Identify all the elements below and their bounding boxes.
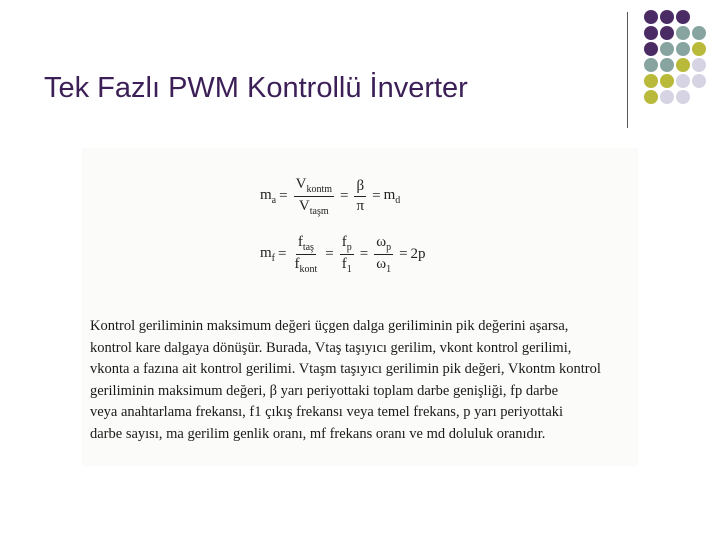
divider-line <box>627 12 628 128</box>
dot-teal <box>644 58 658 72</box>
dot-purple <box>644 10 658 24</box>
dot-olive <box>676 58 690 72</box>
dot-olive <box>660 74 674 88</box>
dot-lavender <box>660 90 674 104</box>
paragraph-line: geriliminin maksimum değeri, β yarı periyottaki toplam darbe genişliği, fp darbe <box>90 382 559 399</box>
dot-teal <box>660 58 674 72</box>
dot-olive <box>692 42 706 56</box>
dot-purple <box>644 26 658 40</box>
dot-purple <box>676 10 690 24</box>
dot-teal <box>692 26 706 40</box>
equation-block <box>260 166 460 286</box>
fraction-f-tas-over-f-kont: $\frac{f_{taş}}{f_{kont}}$ <box>294 233 318 275</box>
paragraph-line: darbe sayısı, ma gerilim genlik oranı, mf frekans oranı ve md doluluk oranıdır. <box>90 425 546 442</box>
dot-teal <box>676 26 690 40</box>
fraction-fp-over-f1: $\frac{f_p}{f_1}$ <box>341 233 352 275</box>
dot-lavender <box>692 58 706 72</box>
equation-frequency-ratio: $m_f$ = $\frac{f_{taş}}{f_{kont}}$ = $\frac{f_p}{f_1}$ = $\frac{\omega_p}{\omega_1}$ = 2p <box>260 233 426 275</box>
dot-olive <box>644 90 658 104</box>
equation-modulation-index: $m_a$ = $\frac{V_{kontm}}{V_{taşm}}$ = $\frac{\beta}{\pi}$ = $m_d$ <box>260 175 401 217</box>
slide-title: Tek Fazlı PWM Kontrollü İnverter <box>44 72 468 104</box>
paragraph-line: Kontrol geriliminin maksimum değeri üçgen dalga geriliminin pik değerini aşarsa, <box>90 318 569 334</box>
fraction-omega-p-over-omega-1: $\frac{\omega_p}{\omega_1}$ <box>376 233 392 275</box>
dot-purple <box>644 42 658 56</box>
scanned-text-image <box>82 148 638 466</box>
dot-lavender <box>692 74 706 88</box>
dot-purple <box>660 26 674 40</box>
paragraph-line: veya anahtarlama frekansı, f1 çıkış frekansı veya temel frekans, p yarı periyottaki <box>90 404 564 420</box>
paragraph-line: vkonta a fazına ait kontrol gerilimi. Vtaşm taşıyıcı gerilimin pik değeri, Vkontm kontrol <box>90 361 601 377</box>
fraction-v-kontm-over-v-tasm: $\frac{V_{kontm}}{V_{taşm}}$ <box>295 175 332 217</box>
fraction-beta-over-pi: $\frac{\beta}{\pi}$ <box>356 178 365 214</box>
dot-teal <box>660 42 674 56</box>
dot-olive <box>644 74 658 88</box>
dot-teal <box>676 42 690 56</box>
paragraph-line: kontrol kare dalgaya dönüşür. Burada, Vtaş taşıyıcı gerilim, vkont kontrol gerilimi, <box>90 339 572 356</box>
decorative-dot-grid <box>638 8 718 128</box>
dot-lavender <box>676 74 690 88</box>
definition-paragraph <box>90 316 630 445</box>
dot-purple <box>660 10 674 24</box>
dot-lavender <box>676 90 690 104</box>
